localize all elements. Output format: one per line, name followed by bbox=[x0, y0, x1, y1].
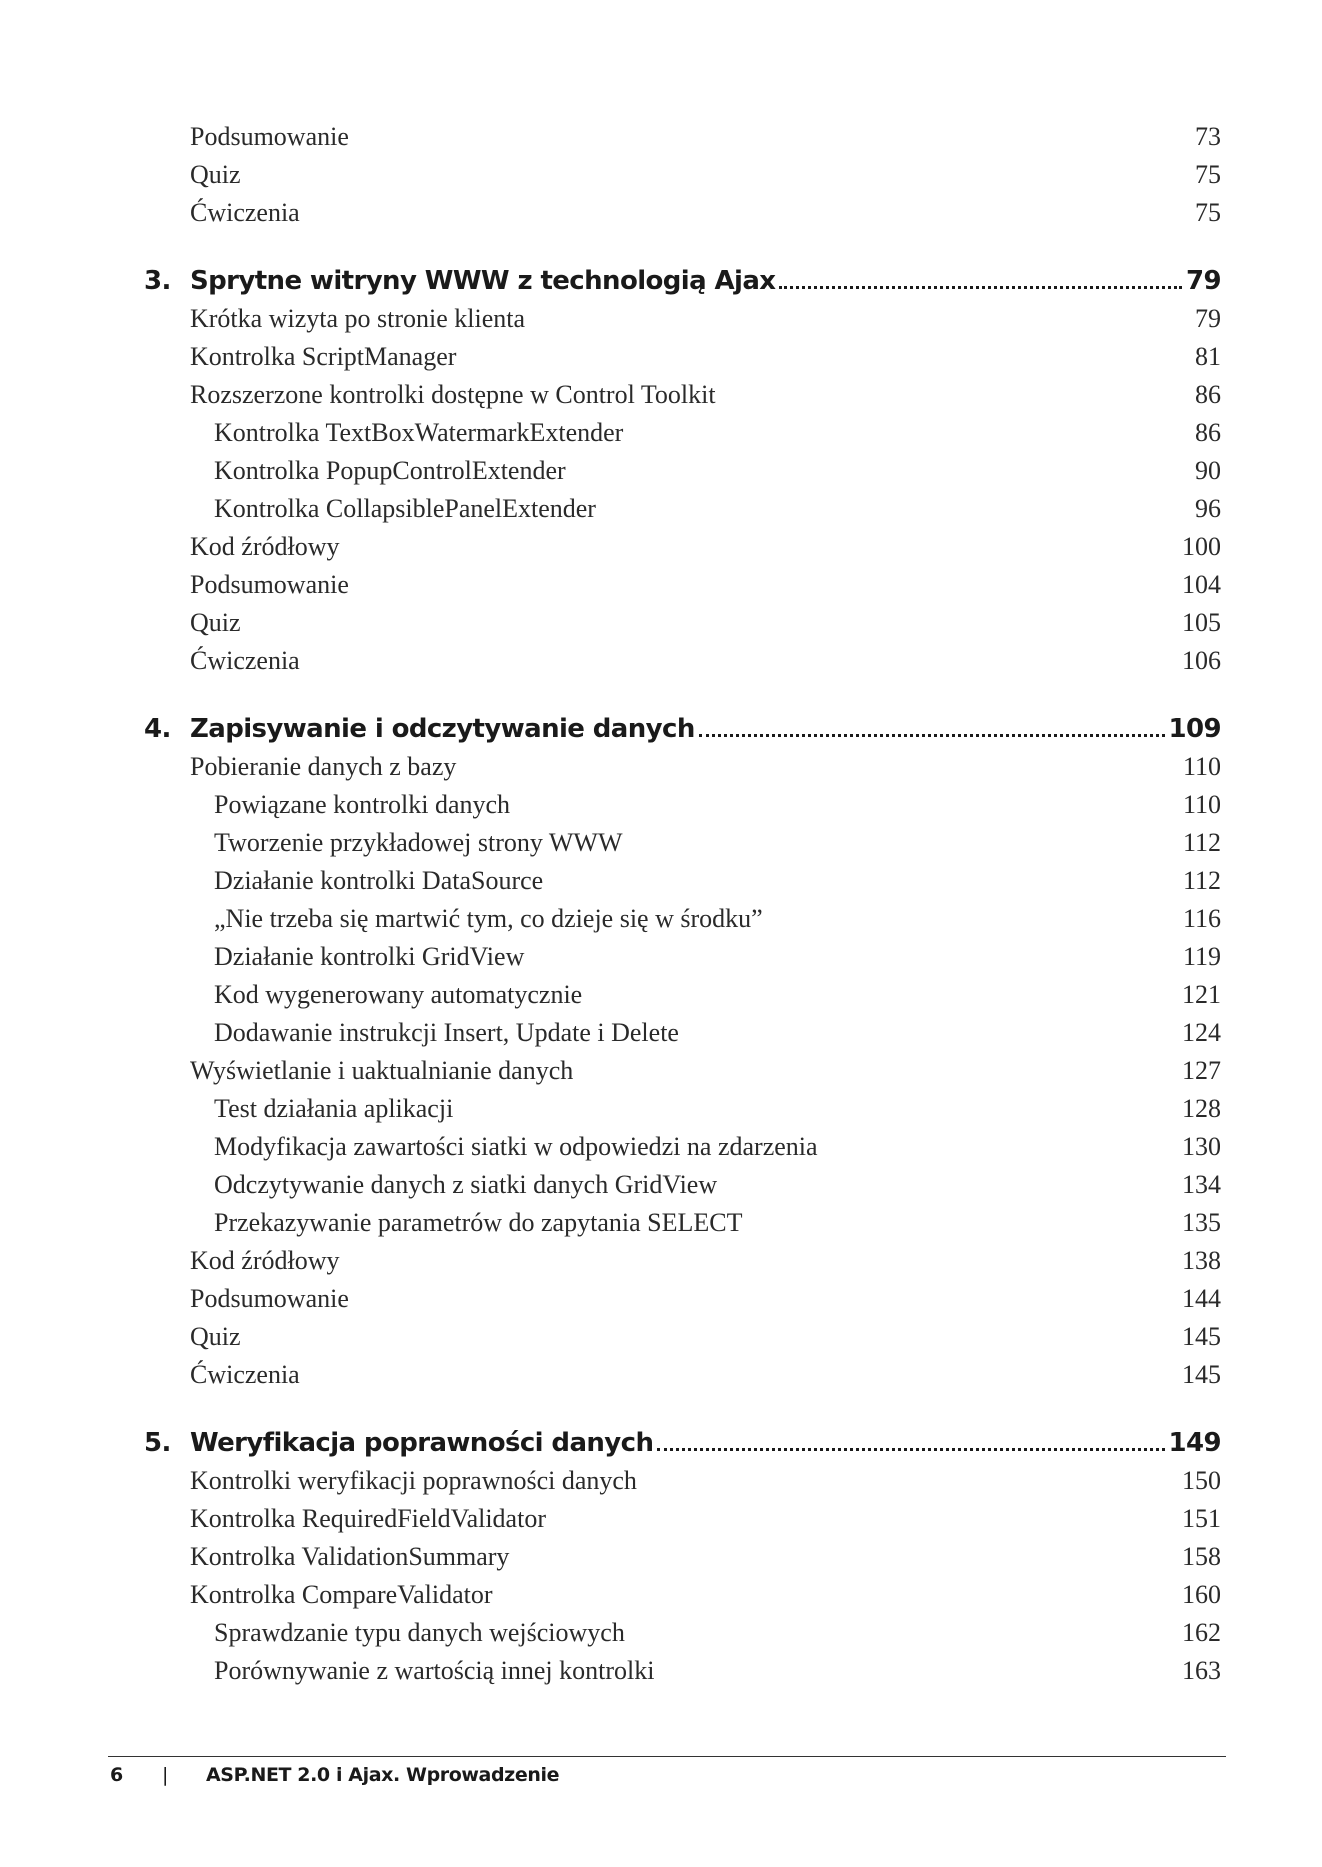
footer-separator: | bbox=[162, 1764, 169, 1786]
toc-entry-page: 160 bbox=[1182, 1580, 1221, 1609]
toc-entry-page: 162 bbox=[1182, 1618, 1221, 1647]
toc-entry-title: Dodawanie instrukcji Insert, Update i Delete bbox=[214, 1018, 679, 1047]
toc-entry-page: 75 bbox=[1195, 160, 1221, 189]
toc-entry-page: 128 bbox=[1182, 1094, 1221, 1123]
toc-entry-title: Modyfikacja zawartości siatki w odpowiedzi na zdarzenia bbox=[214, 1132, 818, 1161]
toc-entry-title: Kontrolka ScriptManager bbox=[190, 342, 457, 371]
toc-subentry bbox=[0, 414, 1322, 452]
toc-subentry bbox=[0, 1614, 1322, 1652]
toc-entry bbox=[0, 1538, 1322, 1576]
toc-entry-title: Odczytywanie danych z siatki danych GridView bbox=[214, 1170, 718, 1199]
toc-entry-title: Kod wygenerowany automatycznie bbox=[214, 980, 583, 1009]
toc-entry bbox=[0, 528, 1322, 566]
toc-entry-page: 135 bbox=[1182, 1208, 1221, 1237]
toc-entry-page: 145 bbox=[1182, 1322, 1221, 1351]
toc-entry-title: Podsumowanie bbox=[190, 570, 349, 599]
toc-entry bbox=[0, 1500, 1322, 1538]
chapter-page: 109 bbox=[1168, 714, 1221, 744]
chapter-page: 79 bbox=[1186, 266, 1221, 296]
toc-entry bbox=[0, 194, 1322, 232]
toc-subentry bbox=[0, 862, 1322, 900]
toc-entry-title: Kontrolka PopupControlExtender bbox=[214, 456, 566, 485]
toc-entry bbox=[0, 1242, 1322, 1280]
toc-entry-page: 86 bbox=[1195, 380, 1221, 409]
toc-entry-page: 127 bbox=[1182, 1056, 1221, 1085]
toc-entry-page: 116 bbox=[1182, 904, 1221, 933]
toc-subentry bbox=[0, 1652, 1322, 1690]
toc-entry-page: 100 bbox=[1182, 532, 1221, 561]
toc-entry bbox=[0, 118, 1322, 156]
toc-entry-page: 96 bbox=[1195, 494, 1221, 523]
toc-entry-page: 106 bbox=[1182, 646, 1221, 675]
toc-entry bbox=[0, 642, 1322, 680]
chapter-title: Zapisywanie i odczytywanie danych bbox=[190, 714, 695, 744]
toc-entry-page: 124 bbox=[1182, 1018, 1221, 1047]
toc-entry-page: 110 bbox=[1182, 790, 1221, 819]
toc-entry-title: Quiz bbox=[190, 608, 241, 637]
toc-entry-title: Kontrolka CollapsiblePanelExtender bbox=[214, 494, 596, 523]
chapter-title: Weryfikacja poprawności danych bbox=[190, 1428, 654, 1458]
toc-entry-page: 134 bbox=[1182, 1170, 1221, 1199]
toc-entry-page: 144 bbox=[1182, 1284, 1221, 1313]
footer-book-title: ASP.NET 2.0 i Ajax. Wprowadzenie bbox=[206, 1764, 560, 1786]
page-footer bbox=[0, 1760, 1322, 1790]
toc-subentry bbox=[0, 786, 1322, 824]
toc-entry bbox=[0, 1356, 1322, 1394]
toc-entry bbox=[0, 338, 1322, 376]
toc-entry bbox=[0, 604, 1322, 642]
toc-subentry bbox=[0, 976, 1322, 1014]
toc-entry-title: Kod źródłowy bbox=[190, 1246, 340, 1275]
toc-entry bbox=[0, 748, 1322, 786]
toc-entry-title: Ćwiczenia bbox=[190, 1360, 300, 1389]
toc-entry-title: Ćwiczenia bbox=[190, 646, 300, 675]
toc-entry bbox=[0, 1318, 1322, 1356]
toc-entry-page: 81 bbox=[1195, 342, 1221, 371]
toc-subentry bbox=[0, 1090, 1322, 1128]
toc-entry-page: 163 bbox=[1182, 1656, 1221, 1685]
toc-entry-title: Kontrolka CompareValidator bbox=[190, 1580, 493, 1609]
toc-entry-title: Działanie kontrolki GridView bbox=[214, 942, 525, 971]
chapter-number: 4. bbox=[144, 714, 171, 744]
toc-subentry bbox=[0, 938, 1322, 976]
toc-entry-page: 73 bbox=[1195, 122, 1221, 151]
footer-rule bbox=[108, 1756, 1226, 1757]
toc-entry-title: Przekazywanie parametrów do zapytania SELECT bbox=[214, 1208, 743, 1237]
toc-chapter-heading bbox=[0, 1424, 1322, 1462]
toc-entry-page: 75 bbox=[1195, 198, 1221, 227]
toc-entry-page: 112 bbox=[1182, 866, 1221, 895]
dot-leader bbox=[699, 712, 1165, 737]
chapter-number: 3. bbox=[144, 266, 171, 296]
toc-entry-title: Powiązane kontrolki danych bbox=[214, 790, 511, 819]
toc-entry-title: Podsumowanie bbox=[190, 122, 349, 151]
toc-subentry bbox=[0, 1128, 1322, 1166]
toc-subentry bbox=[0, 1014, 1322, 1052]
toc-entry-page: 158 bbox=[1182, 1542, 1221, 1571]
toc-chapter-heading bbox=[0, 710, 1322, 748]
toc-entry bbox=[0, 1280, 1322, 1318]
toc-entry-title: Wyświetlanie i uaktualnianie danych bbox=[190, 1056, 574, 1085]
table-of-contents bbox=[0, 118, 1322, 1690]
chapter-title: Sprytne witryny WWW z technologią Ajax bbox=[190, 266, 776, 296]
toc-entry-title: Porównywanie z wartością innej kontrolki bbox=[214, 1656, 655, 1685]
toc-entry-page: 130 bbox=[1182, 1132, 1221, 1161]
chapter-page: 149 bbox=[1168, 1428, 1221, 1458]
toc-entry-title: Działanie kontrolki DataSource bbox=[214, 866, 544, 895]
toc-entry-page: 110 bbox=[1182, 752, 1221, 781]
toc-entry-page: 145 bbox=[1182, 1360, 1221, 1389]
toc-entry bbox=[0, 300, 1322, 338]
toc-entry-page: 112 bbox=[1182, 828, 1221, 857]
dot-leader bbox=[657, 1426, 1164, 1451]
toc-subentry bbox=[0, 900, 1322, 938]
toc-entry-title: Kontrolka ValidationSummary bbox=[190, 1542, 510, 1571]
dot-leader bbox=[779, 264, 1182, 289]
toc-entry bbox=[0, 1576, 1322, 1614]
toc-entry-title: Kontrolka RequiredFieldValidator bbox=[190, 1504, 546, 1533]
toc-entry-page: 121 bbox=[1182, 980, 1221, 1009]
toc-entry-title: Kontrolki weryfikacji poprawności danych bbox=[190, 1466, 637, 1495]
toc-entry-title: Quiz bbox=[190, 160, 241, 189]
toc-entry bbox=[0, 1052, 1322, 1090]
toc-entry bbox=[0, 566, 1322, 604]
footer-page-number: 6 bbox=[110, 1764, 123, 1786]
toc-entry-title: Test działania aplikacji bbox=[214, 1094, 454, 1123]
toc-entry bbox=[0, 1462, 1322, 1500]
toc-subentry bbox=[0, 824, 1322, 862]
toc-subentry bbox=[0, 1166, 1322, 1204]
toc-entry-page: 150 bbox=[1182, 1466, 1221, 1495]
toc-entry-page: 90 bbox=[1195, 456, 1221, 485]
toc-entry-title: Quiz bbox=[190, 1322, 241, 1351]
toc-subentry bbox=[0, 1204, 1322, 1242]
toc-entry-page: 151 bbox=[1182, 1504, 1221, 1533]
toc-entry-title: Tworzenie przykładowej strony WWW bbox=[214, 828, 623, 857]
toc-entry-title: Krótka wizyta po stronie klienta bbox=[190, 304, 526, 333]
toc-entry bbox=[0, 376, 1322, 414]
toc-entry-title: Ćwiczenia bbox=[190, 198, 300, 227]
toc-entry-title: „Nie trzeba się martwić tym, co dzieje się w środku” bbox=[214, 904, 763, 933]
toc-entry-page: 105 bbox=[1182, 608, 1221, 637]
toc-entry-page: 79 bbox=[1195, 304, 1221, 333]
toc-entry-title: Kod źródłowy bbox=[190, 532, 340, 561]
toc-entry-title: Kontrolka TextBoxWatermarkExtender bbox=[214, 418, 624, 447]
toc-entry-title: Rozszerzone kontrolki dostępne w Control Toolkit bbox=[190, 380, 716, 409]
toc-subentry bbox=[0, 452, 1322, 490]
toc-entry-title: Pobieranie danych z bazy bbox=[190, 752, 457, 781]
chapter-number: 5. bbox=[144, 1428, 171, 1458]
toc-entry-page: 104 bbox=[1182, 570, 1221, 599]
toc-entry bbox=[0, 156, 1322, 194]
toc-entry-page: 138 bbox=[1182, 1246, 1221, 1275]
toc-entry-title: Podsumowanie bbox=[190, 1284, 349, 1313]
toc-chapter-heading bbox=[0, 262, 1322, 300]
toc-entry-page: 86 bbox=[1195, 418, 1221, 447]
toc-entry-title: Sprawdzanie typu danych wejściowych bbox=[214, 1618, 625, 1647]
toc-entry-page: 119 bbox=[1182, 942, 1221, 971]
toc-subentry bbox=[0, 490, 1322, 528]
